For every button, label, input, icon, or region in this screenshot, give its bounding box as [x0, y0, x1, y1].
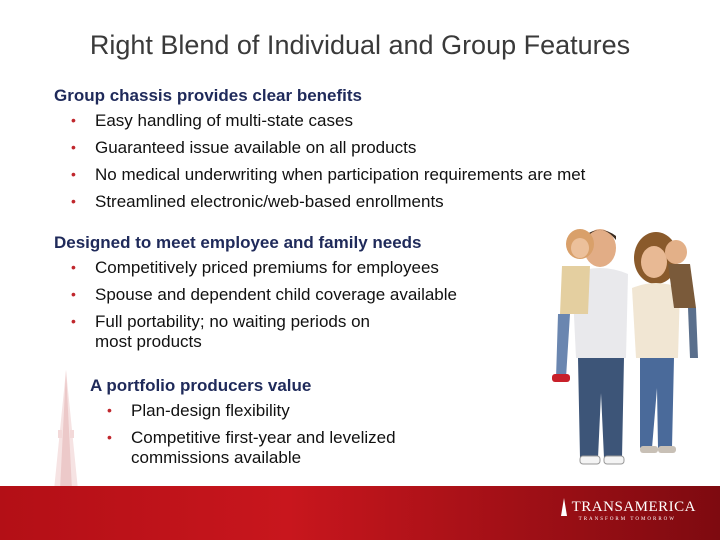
- bullet-icon: •: [71, 259, 76, 275]
- section-producers: [90, 374, 520, 468]
- bullet-icon: •: [107, 429, 112, 445]
- bullet-item: • Full portability; no waiting periods on most products: [54, 308, 534, 352]
- brand-logo: [559, 498, 696, 522]
- section-employee-family: [54, 231, 534, 352]
- bullet-list: [54, 107, 694, 215]
- bullet-icon: •: [71, 166, 76, 182]
- bullet-icon: •: [71, 139, 76, 155]
- brand-name: TRANSAMERICA: [571, 498, 696, 515]
- bullet-icon: •: [71, 313, 76, 329]
- bullet-item: • Spouse and dependent child coverage available: [54, 281, 534, 308]
- slide-title: Right Blend of Individual and Group Features: [89, 30, 631, 60]
- bullet-icon: •: [71, 112, 76, 128]
- brand-tagline: TRANSFORM TOMORROW: [578, 517, 676, 522]
- bullet-continuation: most products: [95, 332, 202, 351]
- bullet-continuation: commissions available: [131, 448, 302, 467]
- bullet-list: [54, 254, 534, 352]
- bullet-item: • Easy handling of multi-state cases: [54, 107, 694, 134]
- transamerica-pyramid-icon: [559, 498, 569, 516]
- bullet-item: • No medical underwriting when participation requirements are met: [54, 161, 694, 188]
- section-heading: A portfolio producers value: [90, 376, 312, 395]
- bullet-item: • Competitively priced premiums for employees: [54, 254, 534, 281]
- bullet-list: [90, 397, 520, 468]
- bullet-item: • Plan-design flexibility: [90, 397, 520, 424]
- pyramid-tower-icon: [36, 370, 96, 490]
- family-photo: [528, 218, 706, 480]
- section-group-chassis: [54, 84, 694, 215]
- section-heading: Group chassis provides clear benefits: [54, 86, 363, 105]
- bullet-icon: •: [71, 193, 76, 209]
- bullet-icon: •: [71, 286, 76, 302]
- section-heading: Designed to meet employee and family needs: [54, 233, 422, 252]
- bullet-item: • Competitive first-year and levelized commissions available: [90, 424, 520, 468]
- bullet-item: • Streamlined electronic/web-based enrollments: [54, 188, 694, 215]
- bullet-item: • Guaranteed issue available on all products: [54, 134, 694, 161]
- bullet-icon: •: [107, 402, 112, 418]
